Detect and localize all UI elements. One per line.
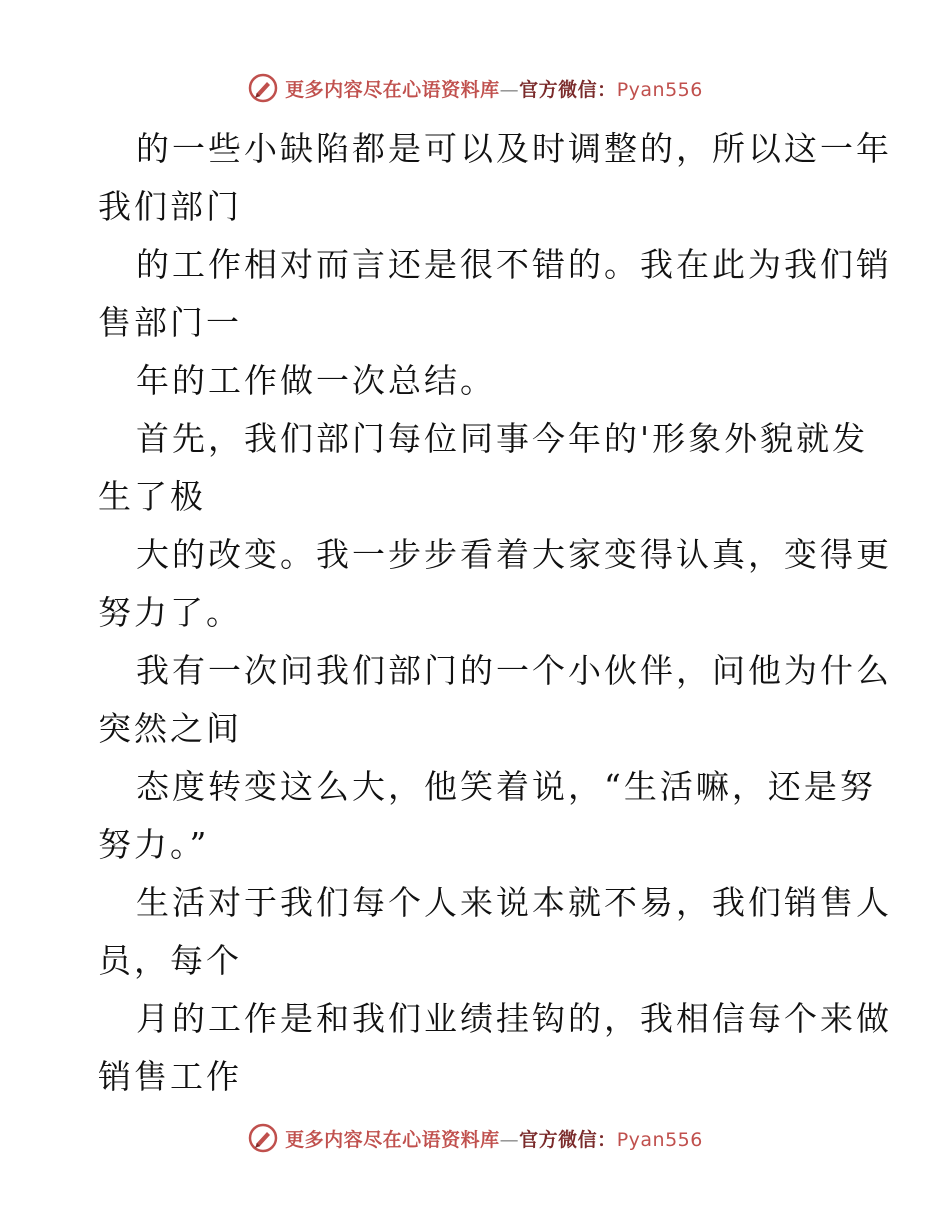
body-text xyxy=(98,120,892,1106)
header-watermark xyxy=(0,72,950,104)
pen-logo-icon xyxy=(247,72,279,104)
paragraph: 生活对于我们每个人来说本就不易，我们销售人 员，每个 xyxy=(98,883,892,980)
footer-watermark xyxy=(0,1122,950,1154)
paragraph: 我有一次问我们部门的一个小伙伴，问他为什么 突然之间 xyxy=(98,651,892,748)
paragraph: 首先，我们部门每位同事今年的'形象外貌就发 生了极 xyxy=(98,419,869,516)
paragraph: 年的工作做一次总结。 xyxy=(136,361,496,400)
paragraph: 大的改变。我一步步看着大家变得认真，变得更 努力了。 xyxy=(98,535,892,632)
paragraph: 的工作相对而言还是很不错的。我在此为我们销 售部门一 xyxy=(98,245,892,342)
watermark-text: 更多内容尽在心语资料库—官方微信：Pyan556 xyxy=(285,1128,703,1151)
paragraph: 的一些小缺陷都是可以及时调整的，所以这一年 我们部门 xyxy=(98,129,892,226)
paragraph: 态度转变这么大，他笑着说，“生活嘛，还是努 努力。” xyxy=(98,767,876,864)
pen-logo-icon xyxy=(247,1122,279,1154)
paragraph: 月的工作是和我们业绩挂钩的，我相信每个来做 销售工作 xyxy=(98,999,892,1096)
watermark-text: 更多内容尽在心语资料库—官方微信：Pyan556 xyxy=(285,78,703,101)
